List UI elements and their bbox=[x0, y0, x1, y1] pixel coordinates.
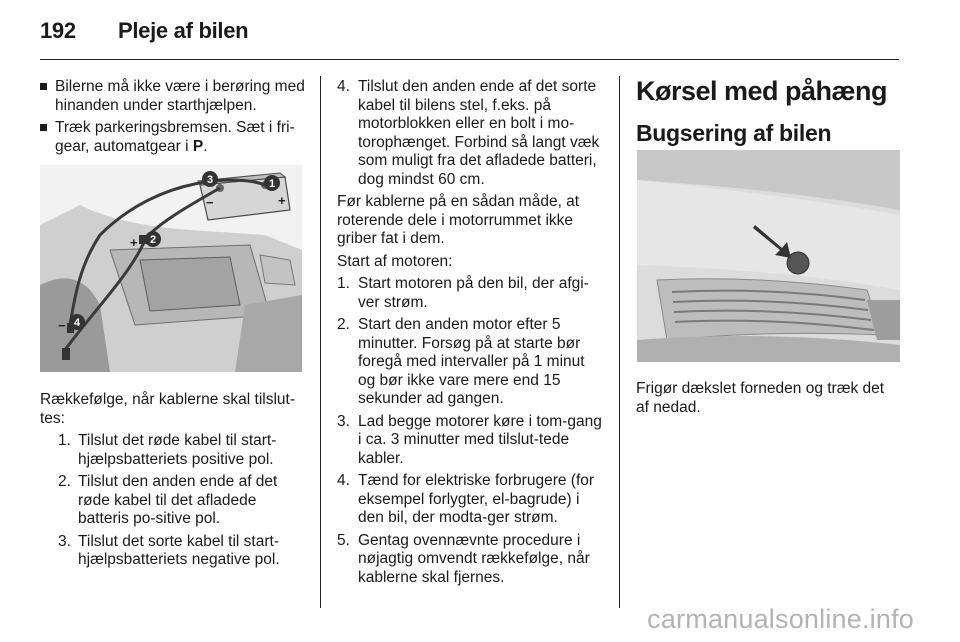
bullet-item bbox=[40, 119, 308, 156]
column-1 bbox=[40, 78, 308, 160]
column-1-lower bbox=[40, 391, 308, 574]
polarity-label: + bbox=[278, 193, 286, 208]
list-item: 2. Start den anden motor efter 5 minutter. Forsøg på at starte bør foregå med intervaller på 1 minut og bør ikke vare mere end 15 sekunder ad gangen. bbox=[337, 316, 585, 407]
bullet-text: Bilerne må ikke være i berøring med hinanden under starthjælpen. bbox=[55, 78, 305, 114]
bullet-item bbox=[40, 78, 308, 115]
bumper-drawing bbox=[637, 150, 900, 362]
column-divider-2 bbox=[619, 76, 620, 608]
column-2 bbox=[337, 78, 605, 591]
header-rule bbox=[40, 59, 899, 60]
list-item-text: Lad begge motorer køre i tom-gang i ca. 3 minutter med tilslut-tede kabler. bbox=[358, 412, 602, 467]
subsection-heading: Bugsering af bilen bbox=[636, 120, 832, 146]
steps-intro: Rækkefølge, når kablerne skal tilslut-tes: bbox=[40, 391, 295, 427]
callout-label: 4 bbox=[73, 317, 81, 329]
list-item: 4. Tænd for elektriske forbrugere (for eksempel forlygter, el-bagrude) i den bil, der modta-ger strøm. bbox=[337, 472, 595, 526]
bullet-tail: . bbox=[203, 137, 208, 155]
list-item-text: Start motoren på den bil, der afgi-ver strøm. bbox=[358, 275, 589, 311]
bullet-marker bbox=[40, 83, 47, 90]
column-3 bbox=[636, 76, 900, 146]
list-item-text: Tilslut den anden ende af det sorte kabel til bilens stel, f.eks. på motorblokken eller en bolt i mo-torophænget. Forbind så langt væk som muligt fra det afladede batteri, dog mindst 60 cm. bbox=[358, 78, 600, 188]
list-item: 1. Start motoren på den bil, der afgi-ver strøm. bbox=[337, 275, 589, 311]
column-3-lower bbox=[636, 380, 900, 417]
callout-label: 3 bbox=[206, 174, 214, 186]
gear-letter: P bbox=[192, 137, 204, 155]
paragraph: Frigør dækslet forneden og træk det af nedad. bbox=[636, 380, 885, 416]
list-item: 2. Tilslut den anden ende af det røde kabel til det afladede batteris po-sitive pol. bbox=[58, 473, 278, 527]
bullet-text: Træk parkeringsbremsen. Sæt i fri-gear, automatgear i bbox=[55, 119, 295, 155]
list-item: 4. Tilslut den anden ende af det sorte kabel til bilens stel, f.eks. på motorblokken eller en bolt i mo-torophænget. Forbind så langt væk som muligt fra det afladede batteri, dog mindst 60 cm. bbox=[337, 78, 600, 188]
watermark: carmanualsonline.info bbox=[647, 604, 914, 634]
list-item: 3. Tilslut det sorte kabel til start-hjælpsbatteriets negative pol. bbox=[58, 532, 280, 568]
list-item: 3. Lad begge motorer køre i tom-gang i ca. 3 minutter med tilslut-tede kabler. bbox=[337, 412, 602, 467]
section-heading: Kørsel med påhæng bbox=[636, 76, 888, 106]
list-item: 5. Gentag ovennævnte procedure i nøjagtig omvendt rækkefølge, når kablerne skal fjernes. bbox=[337, 531, 590, 586]
polarity-label: − bbox=[58, 318, 66, 333]
callout-label: 1 bbox=[268, 178, 276, 190]
jump-start-illustration bbox=[40, 165, 302, 372]
engine-bay-drawing bbox=[40, 165, 302, 372]
bullet-marker bbox=[40, 124, 47, 131]
paragraph: Start af motoren: bbox=[337, 252, 453, 270]
list-item-text: Tilslut det røde kabel til start-hjælpsbatteriets positive pol. bbox=[78, 432, 277, 468]
column-divider-1 bbox=[320, 76, 321, 608]
towing-cover-illustration bbox=[637, 150, 900, 362]
page-title: Pleje af bilen bbox=[118, 18, 249, 43]
page-number: 192 bbox=[40, 18, 76, 43]
list-item-text: Tilslut det sorte kabel til start-hjælpsbatteriets negative pol. bbox=[78, 532, 280, 568]
list-item-text: Start den anden motor efter 5 minutter. Forsøg på at starte bør foregå med intervaller på 1 minut og bør ikke vare mere end 15 sekunder ad gangen. bbox=[358, 316, 585, 407]
polarity-label: + bbox=[130, 235, 138, 250]
polarity-label: − bbox=[206, 195, 214, 210]
callout-label: 2 bbox=[149, 234, 157, 246]
page-header bbox=[40, 18, 248, 44]
list-item-text: Tilslut den anden ende af det røde kabel til det afladede batteris po-sitive pol. bbox=[78, 473, 278, 527]
list-item: 1. Tilslut det røde kabel til start-hjælpsbatteriets positive pol. bbox=[58, 432, 277, 468]
list-item-text: Tænd for elektriske forbrugere (for eksempel forlygter, el-bagrude) i den bil, der modta-ger strøm. bbox=[358, 472, 595, 526]
paragraph: Før kablerne på en sådan måde, at roterende dele i motorrummet ikke griber fat i dem. bbox=[337, 193, 580, 247]
list-item-text: Gentag ovennævnte procedure i nøjagtig omvendt rækkefølge, når kablerne skal fjernes. bbox=[358, 531, 590, 586]
